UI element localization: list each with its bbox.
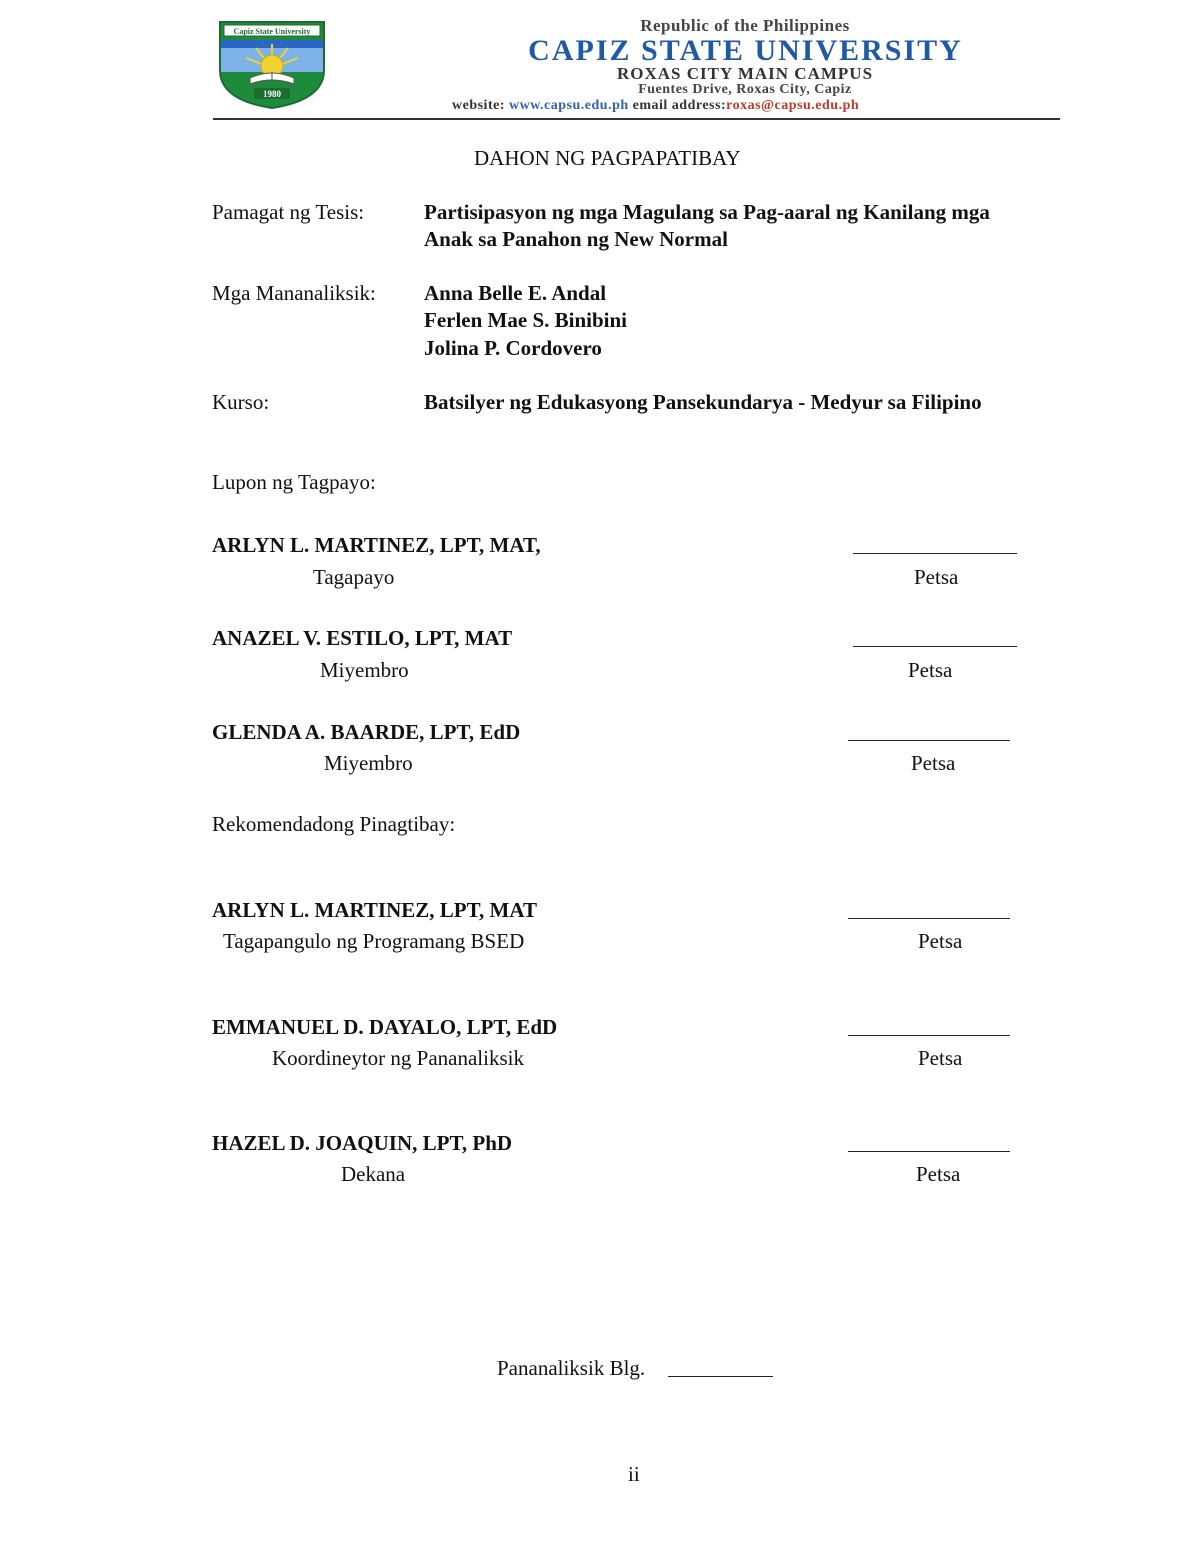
signatory-role: Dekana (341, 1162, 406, 1186)
thesis-title-line1: Partisipasyon ng mga Magulang sa Pag-aaral ng Kanilang mga (424, 200, 990, 224)
date-label: Petsa (911, 751, 956, 775)
signatory-role: Tagapangulo ng Programang BSED (223, 929, 525, 953)
signatory-name: ARLYN L. MARTINEZ, LPT, MAT, (212, 533, 541, 557)
svg-text:1980: 1980 (263, 89, 281, 99)
research-number-line[interactable] (668, 1376, 773, 1377)
signatory-name: HAZEL D. JOAQUIN, LPT, PhD (212, 1131, 513, 1155)
email-link[interactable]: roxas@capsu.edu.ph (726, 98, 860, 113)
recommend-label: Rekomendadong Pinagtibay: (212, 812, 456, 836)
researcher-name: Jolina P. Cordovero (424, 336, 602, 360)
website-label: website: (452, 98, 505, 113)
signatory-role: Koordineytor ng Pananaliksik (272, 1046, 524, 1070)
course-value: Batsilyer ng Edukasyong Pansekundarya - Medyur sa Filipino (424, 390, 982, 414)
panel-label: Lupon ng Tagpayo: (212, 470, 376, 494)
contact-line (452, 98, 1052, 114)
page-title: DAHON NG PAGPAPATIBAY (474, 146, 741, 170)
signatory-name: ARLYN L. MARTINEZ, LPT, MAT (212, 898, 537, 922)
page-number: ii (628, 1462, 640, 1486)
date-label: Petsa (918, 929, 963, 953)
signatory-role: Tagapayo (313, 565, 395, 589)
signatory-role: Miyembro (320, 658, 409, 682)
website-link[interactable]: www.capsu.edu.ph (509, 98, 629, 113)
research-number-label: Pananaliksik Blg. (497, 1356, 646, 1380)
signatory-name: EMMANUEL D. DAYALO, LPT, EdD (212, 1015, 558, 1039)
campus-name: ROXAS CITY MAIN CAMPUS (616, 64, 874, 83)
signature-date-line[interactable] (848, 1151, 1010, 1152)
header-divider (213, 118, 1060, 120)
researcher-name: Ferlen Mae S. Binibini (424, 308, 628, 332)
university-seal-icon (216, 18, 328, 110)
date-label: Petsa (918, 1046, 963, 1070)
date-label: Petsa (916, 1162, 961, 1186)
researchers-label: Mga Mananaliksik: (212, 281, 376, 305)
signature-date-line[interactable] (848, 918, 1010, 919)
campus-address: Fuentes Drive, Roxas City, Capiz (638, 82, 852, 97)
researcher-name: Anna Belle E. Andal (424, 281, 607, 305)
signatory-name: GLENDA A. BAARDE, LPT, EdD (212, 720, 521, 744)
svg-text:Capiz State University: Capiz State University (233, 27, 311, 36)
thesis-label: Pamagat ng Tesis: (212, 200, 365, 224)
signature-date-line[interactable] (848, 1035, 1010, 1036)
date-label: Petsa (914, 565, 959, 589)
signatory-role: Miyembro (324, 751, 413, 775)
signatory-name: ANAZEL V. ESTILO, LPT, MAT (212, 626, 513, 650)
signature-date-line[interactable] (848, 740, 1010, 741)
signature-date-line[interactable] (853, 553, 1017, 554)
date-label: Petsa (908, 658, 953, 682)
university-name: CAPIZ STATE UNIVERSITY (528, 34, 963, 67)
email-label: email address: (632, 98, 727, 113)
republic-line: Republic of the Philippines (640, 16, 850, 35)
course-label: Kurso: (212, 390, 270, 414)
signature-date-line[interactable] (853, 646, 1017, 647)
thesis-title-line2: Anak sa Panahon ng New Normal (424, 227, 728, 251)
